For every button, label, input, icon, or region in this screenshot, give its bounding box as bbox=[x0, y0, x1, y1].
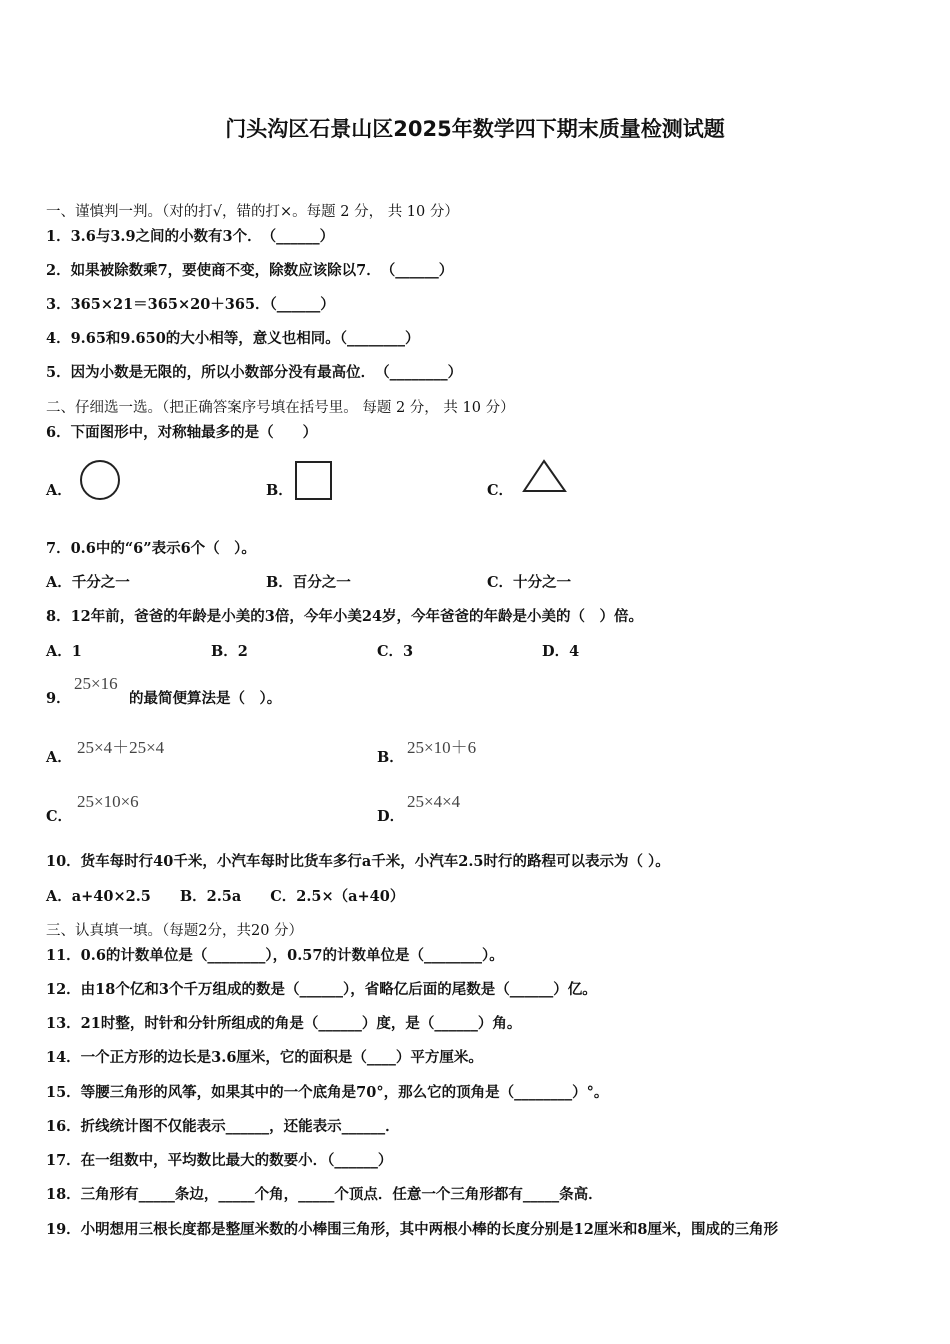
question-16: 16．折线统计图不仅能表示______，还能表示______． bbox=[46, 1118, 400, 1135]
q6-option-c-label: C． bbox=[487, 482, 514, 499]
question-6: 6．下面图形中，对称轴最多的是（ ） bbox=[46, 424, 318, 441]
question-15: 15．等腰三角形的风筝，如果其中的一个底角是70°，那么它的顶角是（________）°。 bbox=[46, 1084, 609, 1101]
q9-option-a-expression: 25×4＋25×4 bbox=[77, 738, 165, 757]
question-3: 3．365×21＝365×20＋365．（______） bbox=[46, 296, 335, 313]
question-12: 12．由18个亿和3个千万组成的数是（______），省略亿后面的尾数是（______）亿。 bbox=[46, 981, 597, 998]
q9-option-a-label: A． bbox=[46, 749, 72, 766]
section-1-header: 一、谨慎判一判。（对的打√，错的打×。每题 2 分， 共 10 分） bbox=[46, 204, 459, 220]
q6-option-a-label: A． bbox=[46, 482, 72, 499]
q9-option-b-label: B． bbox=[377, 749, 404, 766]
question-10: 10．货车每时行40千米，小汽车每时比货车多行a千米，小汽车2.5时行的路程可以表示为（ ）。 bbox=[46, 853, 670, 870]
page-title: 门头沟区石景山区2025年数学四下期末质量检测试题 bbox=[225, 117, 725, 141]
question-11: 11．0.6的计数单位是（________），0.57的计数单位是（________）。 bbox=[46, 947, 504, 964]
q6-option-b-label: B． bbox=[266, 482, 293, 499]
q8-option-d: D．4 bbox=[542, 643, 580, 660]
q9-option-d-label: D． bbox=[377, 808, 405, 825]
question-2: 2．如果被除数乘7，要使商不变，除数应该除以7． （______） bbox=[46, 262, 454, 279]
q7-option-a: A．千分之一 bbox=[46, 574, 130, 591]
question-18: 18．三角形有_____条边，_____个角，_____个顶点．任意一个三角形都有_____条高． bbox=[46, 1186, 603, 1203]
q8-option-b: B．2 bbox=[211, 643, 248, 660]
section-3-header: 三、认真填一填。（每题2分，共20 分） bbox=[46, 923, 304, 939]
question-14: 14．一个正方形的边长是3.6厘米，它的面积是（____）平方厘米。 bbox=[46, 1049, 483, 1066]
q8-option-a: A．1 bbox=[46, 643, 82, 660]
question-1: 1．3.6与3.9之间的小数有3个． （______） bbox=[46, 228, 335, 245]
question-4: 4．9.65和9.650的大小相等，意义也相同。（________） bbox=[46, 330, 420, 347]
question-9-stem: 的最简便算法是（ ）。 bbox=[129, 690, 282, 707]
q7-option-c: C．十分之一 bbox=[487, 574, 572, 591]
question-9-number: 9． bbox=[46, 690, 71, 707]
question-19: 19．小明想用三根长度都是整厘米数的小棒围三角形，其中两根小棒的长度分别是12厘米和8厘米，围成的三角形 bbox=[46, 1221, 778, 1238]
question-13: 13．21时整，时针和分针所组成的角是（______）度，是（______）角。 bbox=[46, 1015, 522, 1032]
triangle-icon bbox=[522, 458, 568, 494]
q9-option-c-expression: 25×10×6 bbox=[77, 792, 139, 811]
question-8: 8．12年前，爸爸的年龄是小美的3倍，今年小美24岁，今年爸爸的年龄是小美的（ ）倍。 bbox=[46, 608, 644, 625]
question-7: 7．0.6中的“6”表示6个（ ）。 bbox=[46, 540, 256, 557]
q9-expression: 25×16 bbox=[74, 674, 118, 693]
question-17: 17．在一组数中，平均数比最大的数要小．（______） bbox=[46, 1152, 393, 1169]
section-2-header: 二、仔细选一选。（把正确答案序号填在括号里。 每题 2 分， 共 10 分） bbox=[46, 400, 515, 416]
question-5: 5．因为小数是无限的，所以小数部分没有最高位． （________） bbox=[46, 364, 463, 381]
q10-options: A．a+40×2.5 B．2.5a C．2.5×（a+40） bbox=[46, 888, 405, 905]
circle-icon bbox=[79, 459, 121, 501]
q9-option-c-label: C． bbox=[46, 808, 73, 825]
q9-option-b-expression: 25×10＋6 bbox=[407, 738, 477, 757]
square-icon bbox=[294, 460, 334, 502]
q7-option-b: B．百分之一 bbox=[266, 574, 351, 591]
q9-option-d-expression: 25×4×4 bbox=[407, 792, 461, 811]
q8-option-c: C．3 bbox=[377, 643, 414, 660]
